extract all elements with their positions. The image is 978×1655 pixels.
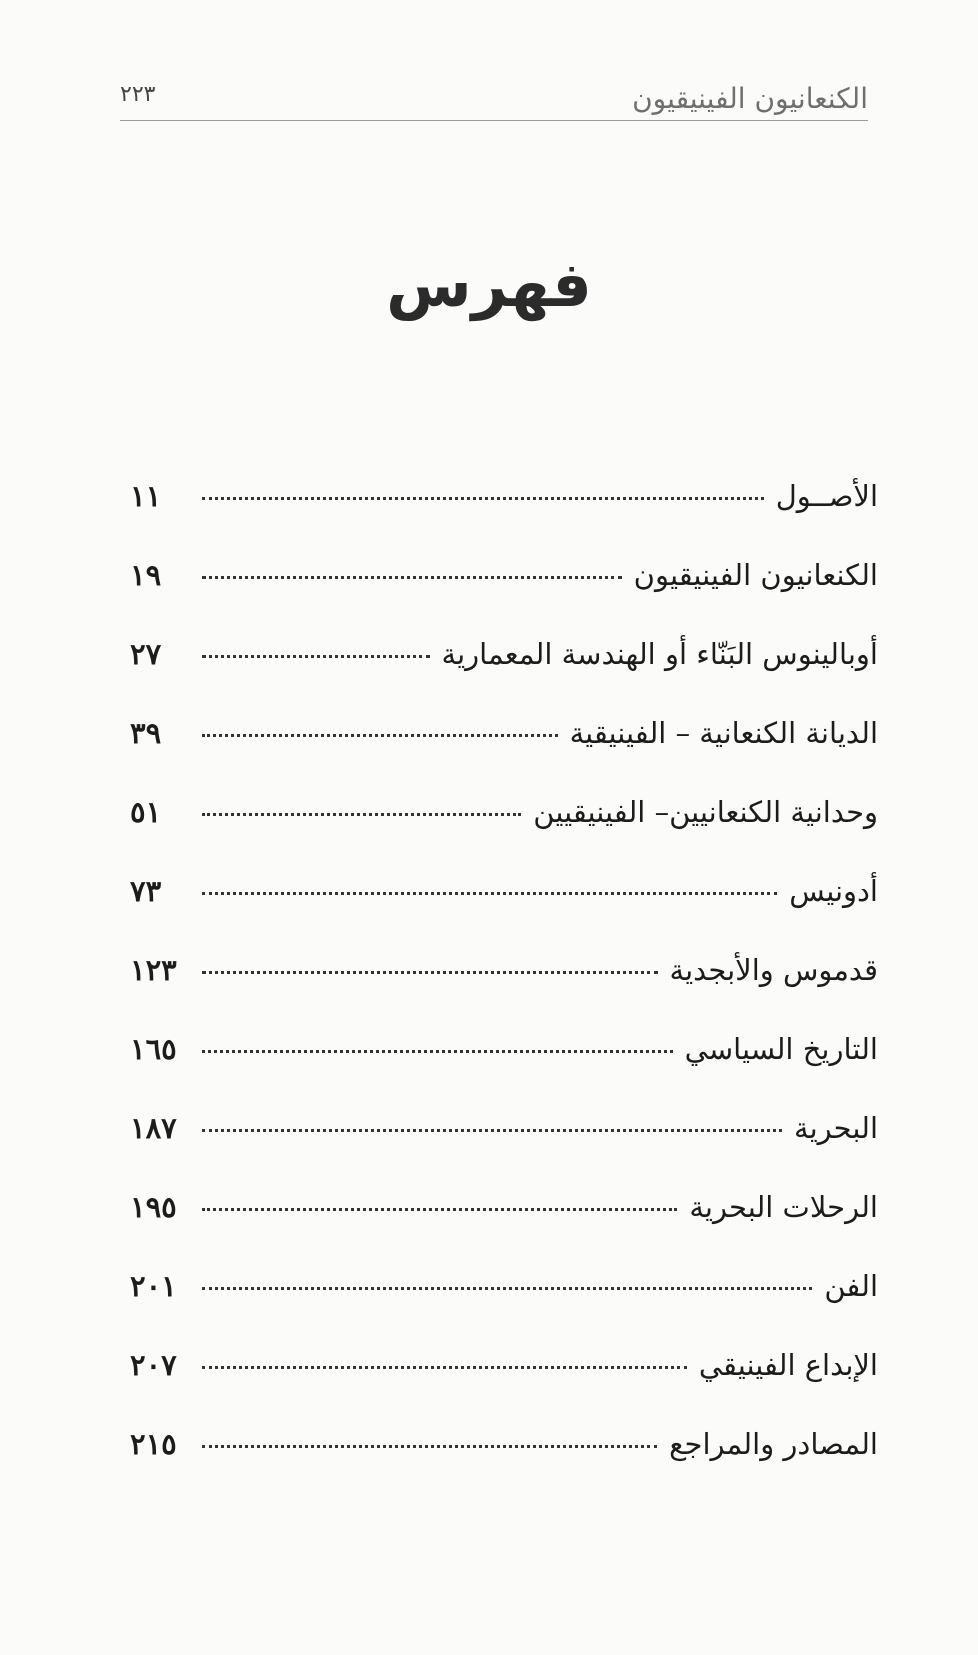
dot-leader	[202, 576, 622, 579]
toc-entry	[130, 1260, 878, 1339]
toc-entry-page: ١٢٣	[130, 953, 177, 987]
toc-list	[130, 470, 878, 1497]
toc-entry-title: البحرية	[794, 1111, 878, 1145]
toc-entry-page: ١٦٥	[130, 1032, 177, 1066]
toc-entry-title: قدموس والأبجدية	[669, 953, 878, 987]
toc-heading: فهرس	[386, 248, 592, 321]
toc-entry-page: ٢١٥	[130, 1427, 177, 1461]
toc-entry-title: أدونيس	[789, 874, 878, 908]
toc-entry-page: ٢٠٧	[130, 1348, 177, 1382]
toc-entry-title: وحدانية الكنعانيين– الفينيقيين	[533, 795, 878, 829]
toc-entry	[130, 707, 878, 786]
toc-entry-title: الإبداع الفينيقي	[698, 1348, 878, 1382]
toc-entry	[130, 1339, 878, 1418]
toc-entry	[130, 549, 878, 628]
toc-entry	[130, 786, 878, 865]
toc-entry	[130, 1418, 878, 1497]
toc-entry-page: ٧٣	[130, 874, 162, 908]
toc-entry-title: التاريخ السياسي	[684, 1032, 878, 1066]
toc-entry-page: ٢٧	[130, 637, 162, 671]
toc-entry	[130, 1102, 878, 1181]
page-number: ٢٢٣	[120, 82, 156, 107]
toc-entry-title: الرحلات البحرية	[689, 1190, 878, 1224]
running-title: الكنعانيون الفينيقيون	[632, 82, 868, 115]
toc-entry-page: ٢٠١	[130, 1269, 177, 1303]
toc-entry	[130, 470, 878, 549]
toc-entry-title: المصادر والمراجع	[669, 1427, 878, 1461]
dot-leader	[202, 734, 558, 737]
dot-leader	[202, 1129, 782, 1132]
page-header	[120, 78, 868, 121]
dot-leader	[202, 497, 764, 500]
dot-leader	[202, 1287, 812, 1290]
toc-entry	[130, 944, 878, 1023]
dot-leader	[202, 892, 777, 895]
toc-entry-title: الديانة الكنعانية – الفينيقية	[569, 716, 878, 750]
dot-leader	[202, 813, 521, 816]
toc-entry-title: أوبالينوس البَنّاء أو الهندسة المعمارية	[441, 637, 878, 671]
toc-entry-title: الأصــول	[775, 479, 878, 513]
dot-leader	[202, 1050, 673, 1053]
dot-leader	[202, 1366, 687, 1369]
toc-entry-page: ٣٩	[130, 716, 162, 750]
toc-entry-page: ٥١	[130, 795, 162, 829]
toc-entry	[130, 1181, 878, 1260]
toc-entry	[130, 628, 878, 707]
toc-entry-page: ١٩٥	[130, 1190, 177, 1224]
toc-entry-page: ١٨٧	[130, 1111, 177, 1145]
toc-entry-page: ١٩	[130, 558, 162, 592]
dot-leader	[202, 1445, 657, 1448]
toc-entry-title: الكنعانيون الفينيقيون	[633, 558, 878, 592]
toc-entry	[130, 865, 878, 944]
dot-leader	[202, 1208, 677, 1211]
toc-entry	[130, 1023, 878, 1102]
toc-entry-page: ١١	[130, 479, 162, 513]
dot-leader	[202, 971, 658, 974]
toc-entry-title: الفن	[824, 1269, 878, 1303]
dot-leader	[202, 655, 430, 658]
